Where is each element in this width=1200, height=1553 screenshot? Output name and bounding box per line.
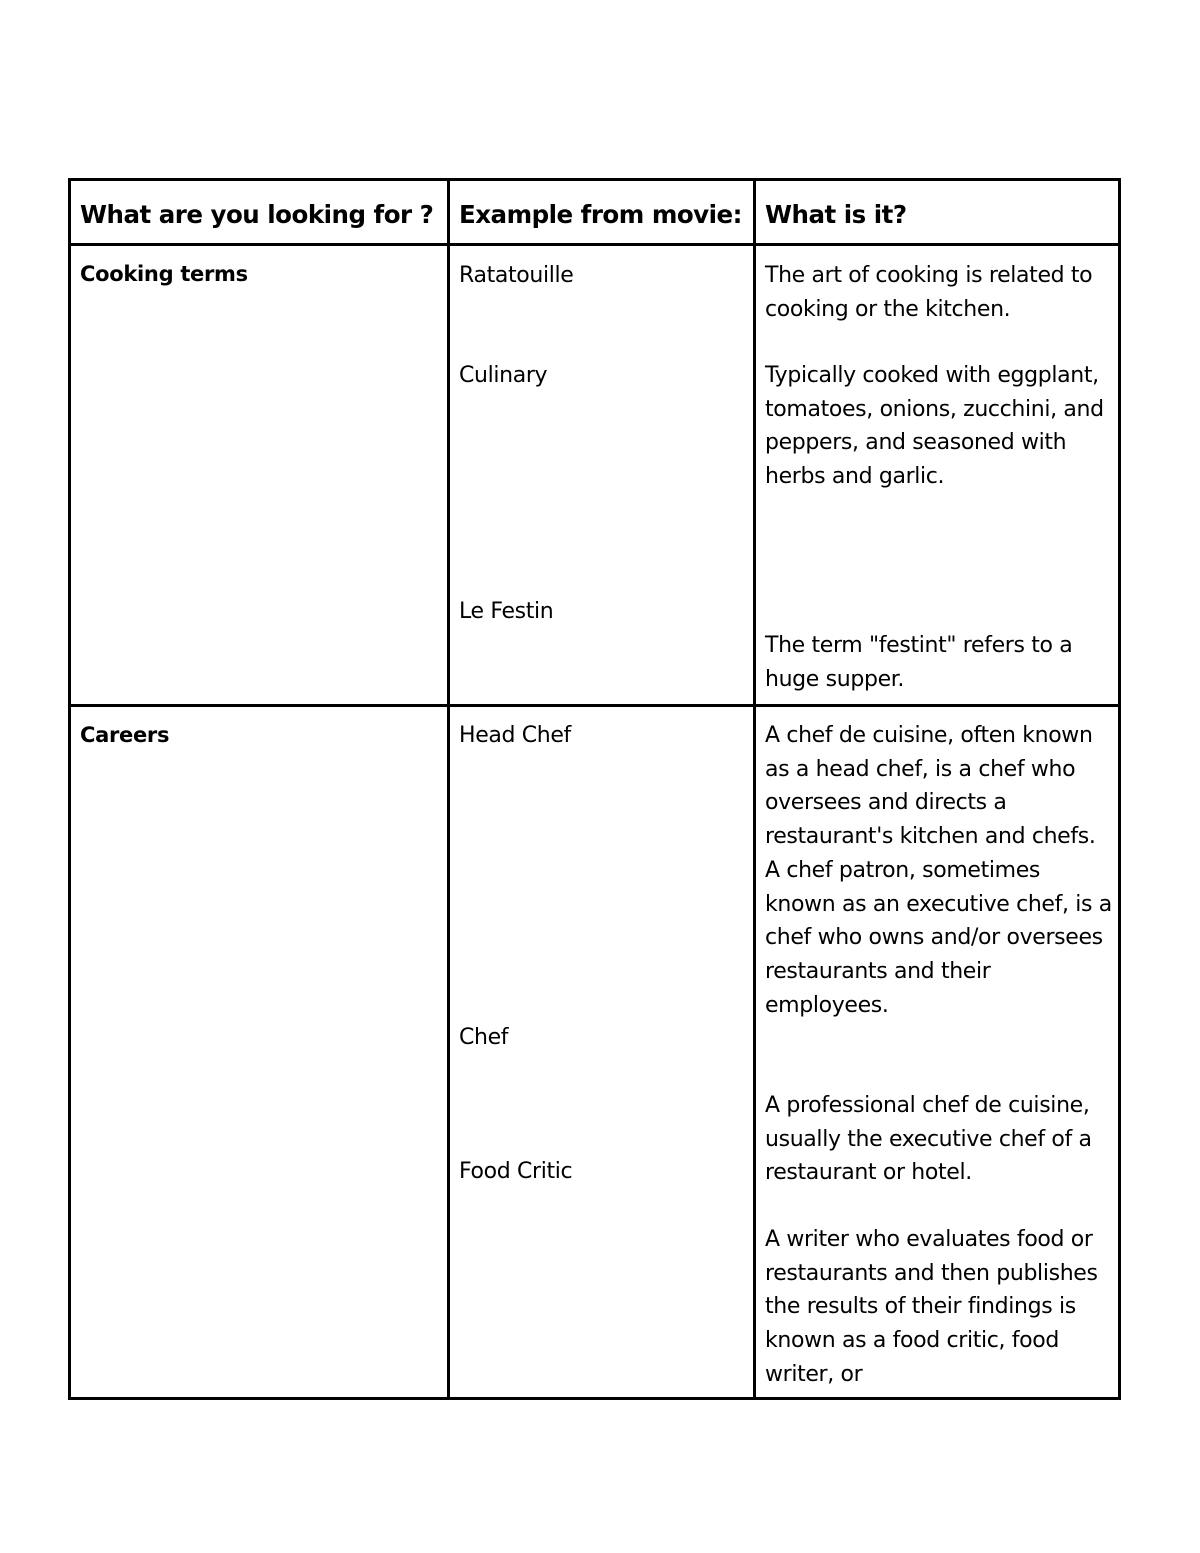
header-example: Example from movie: xyxy=(449,180,755,245)
example-cell xyxy=(449,706,755,1399)
category-label: Cooking terms xyxy=(80,262,248,286)
definition-text: The art of cooking is related to cooking or the kitchen. xyxy=(765,263,1093,322)
movie-terms-table xyxy=(68,178,1121,1400)
category-cell xyxy=(70,245,449,706)
category-cell xyxy=(70,706,449,1399)
example-cell xyxy=(449,245,755,706)
table-row-careers xyxy=(70,706,1120,1399)
definition-text: Typically cooked with eggplant, tomatoes, onions, zucchini, and peppers, and seasoned with herbs and garlic. xyxy=(765,363,1104,490)
definition-text: The term "festint" refers to a huge supper. xyxy=(765,633,1073,692)
example-item: Culinary xyxy=(459,363,548,388)
table-row-cooking-terms xyxy=(70,245,1120,706)
example-item: Food Critic xyxy=(459,1159,573,1184)
example-item: Le Festin xyxy=(459,599,554,624)
example-item: Head Chef xyxy=(459,723,571,748)
example-item: Chef xyxy=(459,1025,509,1050)
definition-cell xyxy=(755,245,1120,706)
header-looking-for: What are you looking for ? xyxy=(70,180,449,245)
definition-text: A chef de cuisine, often known as a head chef, is a chef who oversees and directs a restaurant's kitchen and chefs. A chef patron, sometimes known as an executive chef, is a chef who owns and/or oversees restaurants and their employees. xyxy=(765,723,1112,1018)
category-label: Careers xyxy=(80,723,170,747)
definition-text: A writer who evaluates food or restaurants and then publishes the results of their findings is known as a food critic, food writer, or xyxy=(765,1227,1098,1387)
definition-text: A professional chef de cuisine, usually the executive chef of a restaurant or hotel. xyxy=(765,1093,1092,1186)
example-item: Ratatouille xyxy=(459,263,574,288)
header-what-is-it: What is it? xyxy=(755,180,1120,245)
table-header-row xyxy=(70,180,1120,245)
definition-cell xyxy=(755,706,1120,1399)
